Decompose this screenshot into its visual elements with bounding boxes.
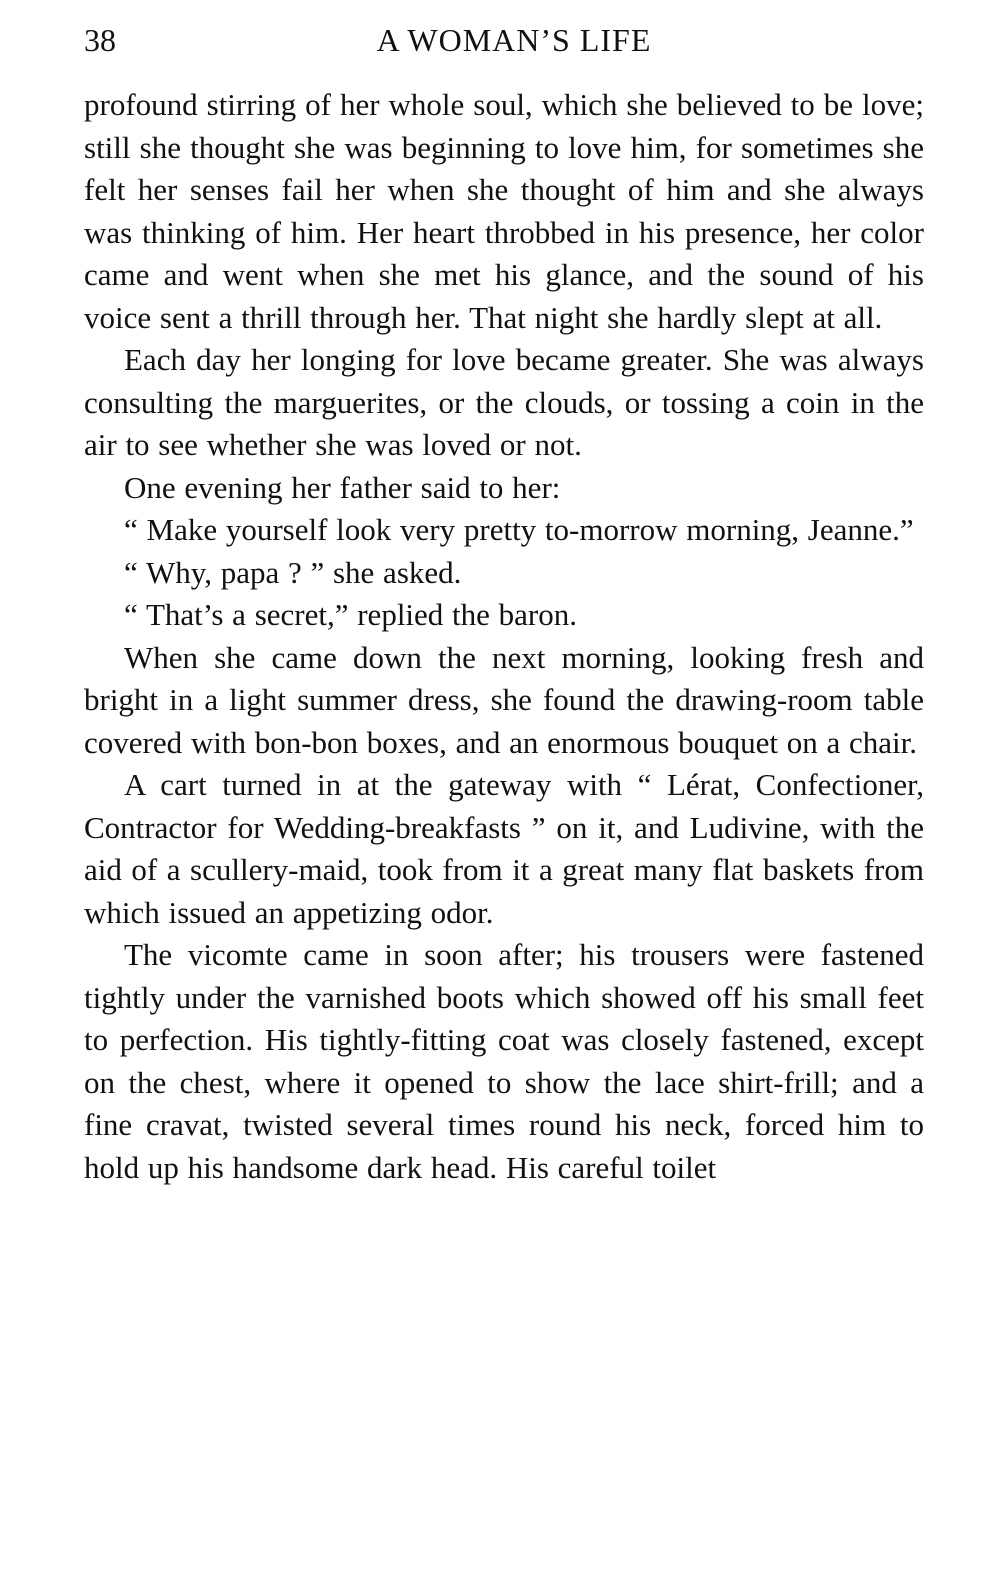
paragraph: One evening her father said to her: — [124, 469, 561, 505]
paragraph: Each day her longing for love became greater. She was always consulting the marguerites, or the clouds, or tossing a coin in the air to see whether she was loved or not. — [84, 342, 924, 462]
page-number: 38 — [84, 22, 116, 58]
running-title: A WOMAN’S LIFE — [376, 22, 652, 58]
body-text — [84, 84, 924, 1189]
paragraph: A cart turned in at the gateway with “ Lérat, Confectioner, Contractor for Wedding-breakfasts ” on it, and Ludivine, with the aid of a scullery-maid, took from it a great many flat baskets from which issued an appetizing odor. — [84, 767, 924, 930]
paragraph: “ Make yourself look very pretty to-morrow morning, Jeanne.” — [124, 512, 914, 547]
paragraph: “ That’s a secret,” replied the baron. — [124, 597, 578, 632]
paragraph: The vicomte came in soon after; his trousers were fastened tightly under the varnished boots which showed off his small feet to perfection. His tightly-fitting coat was closely fastened, except on the chest, where it opened to show the lace shirt-frill; and a fine cravat, twisted several times round his neck, forced him to hold up his handsome dark head. His careful toilet — [84, 937, 924, 1185]
paragraph: “ Why, papa ? ” she asked. — [124, 554, 462, 590]
page-header — [84, 18, 924, 62]
paragraph: When she came down the next morning, looking fresh and bright in a light summer dress, she found the drawing-room table covered with bon-bon boxes, and an enormous bouquet on a chair. — [84, 639, 924, 760]
paragraph: profound stirring of her whole soul, which she believed to be love; still she thought she was beginning to love him, for sometimes she felt her senses fail her when she thought of him and she always was thinking of him. Her heart throbbed in his presence, her color came and went when she met his glance, and the sound of his voice sent a thrill through her. That night she hardly slept at all. — [84, 87, 924, 335]
